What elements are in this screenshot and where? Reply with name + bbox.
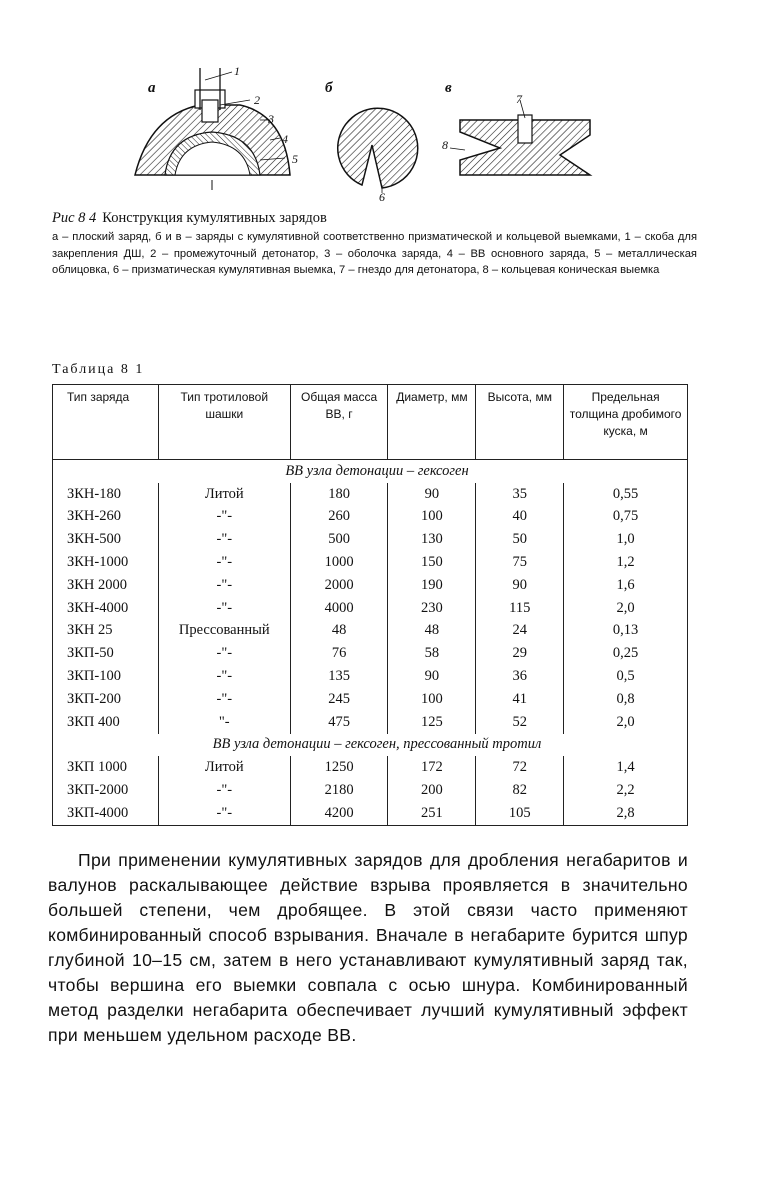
table-cell: 24	[476, 620, 564, 643]
table-cell: ЗКП-4000	[53, 802, 159, 825]
table-cell: -"-	[158, 506, 290, 529]
table-cell: -"-	[158, 688, 290, 711]
table-cell: "-	[158, 711, 290, 734]
table-row	[53, 620, 688, 643]
table-row	[53, 642, 688, 665]
table-cell: 130	[388, 528, 476, 551]
table-cell: 1250	[290, 756, 388, 779]
panel-c-ring-charge	[450, 100, 590, 175]
table-cell: -"-	[158, 574, 290, 597]
table-cell: 105	[476, 802, 564, 825]
col-header-diameter: Диаметр, мм	[388, 385, 476, 460]
caption-legend: а – плоский заряд, б и в – заряды с кумулятивной соответственно призматической и кольцевой выемками, 1 – скоба для закрепления ДШ, 2 – промежуточный детонатор, 3 – оболочка заряда, 4 – ВВ основного заряда, 5 – металлическая облицовка, 6 – призматическая кумулятивная выемка, 7 – гнездо для детонатора, 8 – кольцевая коническая выемка	[52, 231, 697, 276]
table-cell: 40	[476, 506, 564, 529]
table-row	[53, 597, 688, 620]
table-cell: 100	[388, 506, 476, 529]
table-cell: 0,55	[564, 483, 688, 506]
table-cell: 50	[476, 528, 564, 551]
table-cell: -"-	[158, 665, 290, 688]
panel-label-a: а	[148, 80, 156, 96]
table-cell: 125	[388, 711, 476, 734]
col-header-tnt-block-type: Тип тротиловой шашки	[158, 385, 290, 460]
table-cell: ЗКП-50	[53, 642, 159, 665]
table-cell: 172	[388, 756, 476, 779]
table-cell: ЗКП-200	[53, 688, 159, 711]
table-cell: -"-	[158, 779, 290, 802]
caption-title: Конструкция кумулятивных зарядов	[102, 210, 327, 226]
table-cell: 90	[388, 665, 476, 688]
caption-prefix: Рис 8 4	[52, 210, 97, 226]
figure-charge-designs	[120, 60, 620, 210]
table-cell: 2,0	[564, 597, 688, 620]
section-title: ВВ узла детонации – гексоген	[53, 460, 688, 483]
table-cell: 2,8	[564, 802, 688, 825]
table-header-row	[53, 385, 688, 460]
panel-label-b: б	[325, 80, 333, 96]
panel-a-flat-charge	[135, 68, 290, 190]
table-cell: ЗКН 2000	[53, 574, 159, 597]
part-number-4: 4	[282, 132, 288, 146]
table-row	[53, 574, 688, 597]
table-cell: 4200	[290, 802, 388, 825]
table-cell: 36	[476, 665, 564, 688]
table-cell: ЗКП-2000	[53, 779, 159, 802]
table-cell: 76	[290, 642, 388, 665]
part-number-5: 5	[292, 152, 298, 166]
table-cell: -"-	[158, 597, 290, 620]
table-cell: -"-	[158, 528, 290, 551]
table-cell: 1,2	[564, 551, 688, 574]
part-number-6: 6	[379, 190, 385, 204]
table-cell: 2000	[290, 574, 388, 597]
table-cell: Литой	[158, 483, 290, 506]
table-cell: ЗКП 400	[53, 711, 159, 734]
table-cell: 251	[388, 802, 476, 825]
table-cell: 2,0	[564, 711, 688, 734]
table-cell: 115	[476, 597, 564, 620]
table-cell: 2,2	[564, 779, 688, 802]
table-cell: ЗКН-260	[53, 506, 159, 529]
table-row	[53, 756, 688, 779]
table-row	[53, 779, 688, 802]
table-cell: 0,13	[564, 620, 688, 643]
part-number-7: 7	[516, 92, 522, 106]
col-header-total-mass: Общая масса ВВ, г	[290, 385, 388, 460]
table-cell: 0,8	[564, 688, 688, 711]
table-cell: 500	[290, 528, 388, 551]
table-cell: 1,4	[564, 756, 688, 779]
table-label: Таблица 8 1	[52, 362, 145, 377]
table-cell: 1,0	[564, 528, 688, 551]
table-cell: 72	[476, 756, 564, 779]
table-row	[53, 483, 688, 506]
table-cell: 48	[388, 620, 476, 643]
part-number-3: 3	[268, 112, 274, 126]
panel-b-prismatic-charge	[338, 108, 418, 193]
part-number-2: 2	[254, 93, 260, 107]
table-cell: 475	[290, 711, 388, 734]
col-header-charge-type: Тип заряда	[53, 385, 159, 460]
table-body	[53, 460, 688, 826]
table-cell: 200	[388, 779, 476, 802]
figure-drawing	[120, 60, 620, 210]
part-number-1: 1	[234, 64, 240, 78]
table-cell: 245	[290, 688, 388, 711]
table-cell: ЗКН 25	[53, 620, 159, 643]
caption-title-line	[52, 210, 697, 227]
table-cell: 180	[290, 483, 388, 506]
table-cell: 82	[476, 779, 564, 802]
table-row	[53, 506, 688, 529]
table-row	[53, 551, 688, 574]
table-cell: 190	[388, 574, 476, 597]
table-row	[53, 688, 688, 711]
table-row	[53, 528, 688, 551]
charge-types-table	[52, 384, 688, 826]
table-cell: 29	[476, 642, 564, 665]
table-cell: 52	[476, 711, 564, 734]
table-cell: ЗКП 1000	[53, 756, 159, 779]
table-cell: Прессованный	[158, 620, 290, 643]
table-cell: ЗКН-1000	[53, 551, 159, 574]
table-cell: -"-	[158, 802, 290, 825]
table-cell: 90	[476, 574, 564, 597]
table-cell: 90	[388, 483, 476, 506]
table-cell: 150	[388, 551, 476, 574]
table-cell: ЗКН-500	[53, 528, 159, 551]
table-cell: -"-	[158, 642, 290, 665]
table-cell: 48	[290, 620, 388, 643]
table-cell: 0,25	[564, 642, 688, 665]
table-cell: 75	[476, 551, 564, 574]
table-cell: 260	[290, 506, 388, 529]
table-cell: 0,75	[564, 506, 688, 529]
table-row	[53, 665, 688, 688]
table-cell: 135	[290, 665, 388, 688]
table-cell: 1000	[290, 551, 388, 574]
table-row	[53, 802, 688, 825]
body-paragraph: При применении кумулятивных зарядов для дробления негабаритов и валунов раскалывающее действие взрыва проявляется в значительно большей степени, чем дробящее. В этой связи часто применяют комбинированный способ взрывания. Вначале в негабарите бурится шпур глубиной 10–15 см, затем в него устанавливают кумулятивный заряд так, чтобы вершина его выемки совпала с осью шнура. Комбинированный метод разделки негабарита обеспечивает лучший кумулятивный эффект при меньшем удельном расходе ВВ.	[48, 850, 688, 1045]
table-row	[53, 711, 688, 734]
figure-caption	[52, 210, 697, 279]
col-header-height: Высота, мм	[476, 385, 564, 460]
panel-label-c: в	[445, 80, 452, 96]
table-section-row	[53, 734, 688, 757]
table-cell: 230	[388, 597, 476, 620]
table-cell: 2180	[290, 779, 388, 802]
table-cell: 35	[476, 483, 564, 506]
table-cell: 0,5	[564, 665, 688, 688]
table-cell: Литой	[158, 756, 290, 779]
col-header-max-thickness: Предельная толщина дробимого куска, м	[564, 385, 688, 460]
table-cell: 100	[388, 688, 476, 711]
table-cell: 4000	[290, 597, 388, 620]
table-cell: ЗКН-4000	[53, 597, 159, 620]
table-cell: 1,6	[564, 574, 688, 597]
part-number-8: 8	[442, 138, 448, 152]
table-section-row	[53, 460, 688, 483]
table-cell: -"-	[158, 551, 290, 574]
section-title: ВВ узла детонации – гексоген, прессованный тротил	[53, 734, 688, 757]
table-cell: ЗКП-100	[53, 665, 159, 688]
table-cell: 58	[388, 642, 476, 665]
table-cell: 41	[476, 688, 564, 711]
table-cell: ЗКН-180	[53, 483, 159, 506]
